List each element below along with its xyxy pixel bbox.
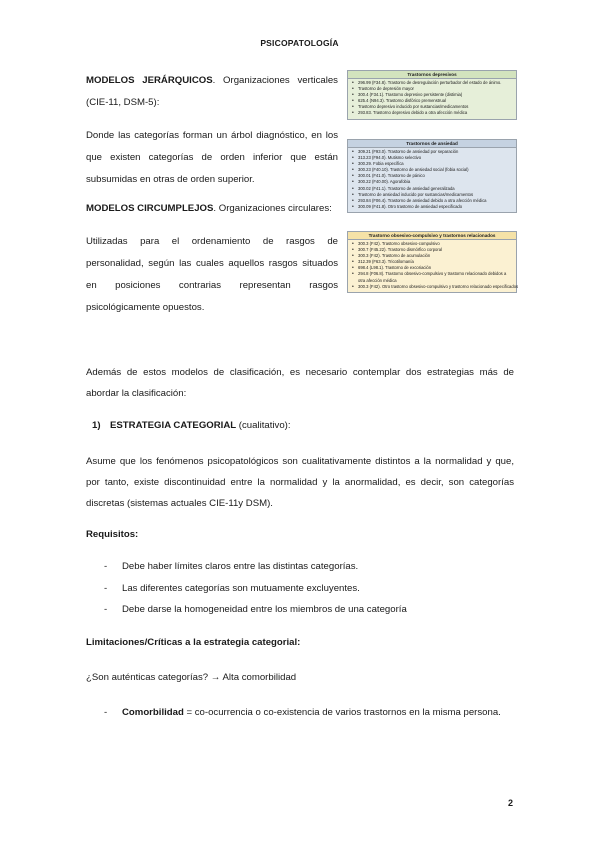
- jerarquicos-section: [86, 70, 338, 114]
- list-item: • 300.09 (F41.8). Otro trastorno de ansiedad especificado: [358, 204, 513, 210]
- jerarquicos-text: . Organizaciones verticales (CIE-11, DSM-5):: [86, 75, 338, 108]
- list-item: • 300.3 (F42). Trastorno obsesivo-compulsivo: [358, 241, 513, 247]
- list-item: • Trastorno de ansiedad inducido por sustancias/medicamentos: [358, 192, 513, 198]
- comorbilidad-term: Comorbilidad: [122, 707, 184, 718]
- list-item: • 293.83. Trastorno depresivo debido a otra afección médica: [358, 110, 513, 116]
- list-item: • 312.39 (F63.3). Tricotilomanía: [358, 259, 513, 265]
- limitaciones-heading-line: [86, 632, 514, 653]
- circumplejos-description-block: [86, 231, 338, 319]
- list-item: • 300.4 (F34.1). Trastorno depresivo persistente (distimia): [358, 92, 513, 98]
- list-item: • 313.23 (F94.0). Mutismo selectivo: [358, 155, 513, 161]
- jerarquicos-description-block: [86, 125, 338, 191]
- question-block: [86, 667, 514, 688]
- list-item: • 300.3 (F42). Otro trastorno obsesivo-compulsivo y trastorno relacionado especificados: [358, 284, 513, 290]
- list-item: • 698.4 (L98.1). Trastorno de excoriación: [358, 265, 513, 271]
- dsm-box-depresivos-list: [348, 79, 516, 119]
- requisito-text: Debe darse la homogeneidad entre los miembros de una categoría: [122, 604, 407, 615]
- requisitos-heading-block: [86, 524, 514, 545]
- intro-paragraph: Además de estos modelos de clasificación, es necesario contemplar dos estrategias más de abordar la clasificación:: [86, 367, 514, 399]
- dsm-box-ansiedad: [347, 139, 517, 213]
- assume-block: [86, 451, 514, 514]
- strategy-subtitle: (cualitativo):: [236, 420, 291, 431]
- intro-block: [86, 362, 514, 404]
- list-item: [86, 556, 514, 578]
- dash-bullet: -: [104, 604, 108, 615]
- strategy-number: 1): [92, 420, 101, 431]
- list-item: • 293.84 (F06.4). Trastorno de ansiedad debido a otra afección médica: [358, 198, 513, 204]
- dash-bullet: -: [104, 561, 108, 572]
- list-item: • 309.21 (F93.0). Trastorno de ansiedad por separación: [358, 149, 513, 155]
- list-item: • 300.02 (F41.1). Trastorno de ansiedad generalizada: [358, 186, 513, 192]
- list-item: [86, 578, 514, 600]
- circumplejos-paragraph: [86, 198, 338, 220]
- strategy-title: ESTRATEGIA CATEGORIAL: [110, 420, 237, 431]
- list-item: • 300.22 (F40.00). Agorafobia: [358, 179, 513, 185]
- list-item: • 300.3 (F42). Trastorno de acumulación: [358, 253, 513, 259]
- requisitos-list: [86, 556, 514, 621]
- assume-paragraph: Asume que los fenómenos psicopatológicos son cualitativamente distintos a la normalidad y que, por tanto, existe discontinuidad entre la normalidad y la anormalidad, es decir, son categorías discretas (sistemas actuales CIE-11y DSM).: [86, 456, 514, 509]
- list-item: • Trastorno depresivo inducido por sustancias/medicamentos: [358, 104, 513, 110]
- page-number: 2: [508, 798, 514, 808]
- dsm-box-ansiedad-list: [348, 148, 516, 212]
- list-item: [86, 599, 514, 621]
- list-item: • Trastorno de depresión mayor: [358, 86, 513, 92]
- requisito-text: Debe haber límites claros entre las distintas categorías.: [122, 561, 359, 572]
- list-item: • 625.4 (N94.3). Trastorno disfórico premenstrual: [358, 98, 513, 104]
- dsm-box-toc-list: [348, 240, 519, 292]
- dash-bullet: -: [104, 707, 108, 718]
- dsm-box-toc: [347, 231, 517, 293]
- list-item: • 300.7 (F45.22). Trastorno dismórfico corporal: [358, 247, 513, 253]
- dsm-box-toc-title: Trastorno obsesivo-compulsivo y trastornos relacionados: [348, 232, 516, 240]
- circumplejos-description: Utilizadas para el ordenamiento de rasgos de personalidad, según las cuales aquellos rasgos situados en posiciones contrarias representan rasgos psicológicamente opuestos.: [86, 236, 338, 313]
- comorbilidad-definition: = co-ocurrencia o co-existencia de varios trastornos en la misma persona.: [183, 707, 501, 718]
- dsm-box-ansiedad-title: Trastornos de ansiedad: [348, 140, 516, 148]
- jerarquicos-paragraph: [86, 70, 338, 114]
- dsm-box-depresivos: [347, 70, 517, 120]
- jerarquicos-title: MODELOS JERÁRQUICOS: [86, 75, 213, 86]
- circumplejos-text: . Organizaciones circulares:: [213, 203, 332, 214]
- jerarquicos-description: Donde las categorías forman un árbol diagnóstico, en los que existen categorías de orden inferior que están subsumidas en otras de orden superior.: [86, 130, 338, 185]
- page-header: PSICOPATOLOGÍA: [260, 38, 339, 48]
- list-item: • 300.23 (F40.10). Trastorno de ansiedad social (fobia social): [358, 167, 513, 173]
- list-item: • 300.29. Fobia específica: [358, 161, 513, 167]
- list-item: • 294.8 (F06.8). Trastorno obsesivo-compulsivo y trastorno relacionado debidos a otra afección médica: [358, 271, 513, 283]
- list-item: [86, 702, 514, 724]
- list-item: • 300.01 (F41.0). Trastorno de pánico: [358, 173, 513, 179]
- comorbilidad-block: [86, 702, 514, 724]
- requisito-text: Las diferentes categorías son mutuamente excluyentes.: [122, 582, 360, 594]
- limitaciones-heading: Limitaciones/Críticas a la estrategia categorial:: [86, 637, 301, 648]
- dsm-box-depresivos-title: Trastornos depresivos: [348, 71, 516, 79]
- requisitos-heading-line: [86, 524, 514, 545]
- strategy-heading: [86, 415, 514, 436]
- question-text: ¿Son auténticas categorías? → Alta comorbilidad: [86, 672, 297, 683]
- requisitos-heading: Requisitos:: [86, 529, 139, 540]
- dash-bullet: -: [104, 582, 108, 594]
- list-item: • 296.99 (F34.8). Trastorno de desregulación perturbador del estado de ánimo.: [358, 80, 513, 86]
- limitaciones-heading-block: [86, 632, 514, 653]
- circumplejos-section: [86, 198, 338, 220]
- circumplejos-title: MODELOS CIRCUMPLEJOS: [86, 203, 214, 214]
